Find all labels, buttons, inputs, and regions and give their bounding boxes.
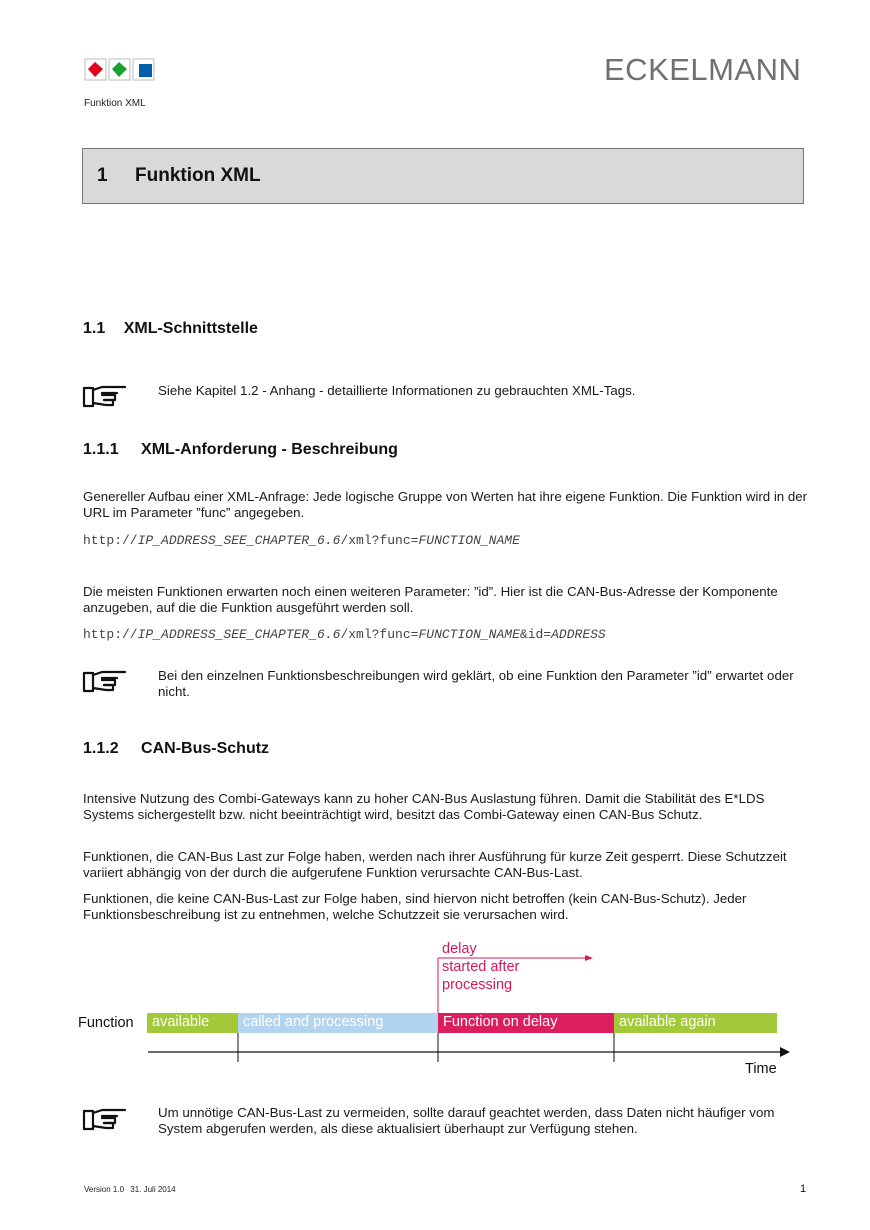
- phase-function-on-delay: Function on delay: [438, 1013, 614, 1033]
- chapter-number: 1: [97, 165, 108, 186]
- section-title: XML-Schnittstelle: [123, 320, 258, 337]
- url-scheme: http://: [83, 533, 138, 548]
- url-host-placeholder: IP_ADDRESS_SEE_CHAPTER_6.6: [137, 533, 341, 548]
- note-id-parameter: Bei den einzelnen Funktionsbeschreibungen wird geklärt, ob eine Funktion den Parameter ”id” erwartet oder nicht.: [158, 668, 794, 699]
- section-number: 1.1.1: [83, 441, 119, 458]
- logo: [84, 58, 156, 82]
- phase-available: available: [147, 1013, 238, 1033]
- pointing-hand-icon: [82, 1106, 128, 1134]
- section-number: 1.1: [83, 320, 106, 337]
- section-heading-1-1-1: [83, 441, 398, 459]
- url-host-placeholder: IP_ADDRESS_SEE_CHAPTER_6.6: [137, 627, 341, 642]
- note-avoid-load: Um unnötige CAN-Bus-Last zu vermeiden, sollte darauf geachtet werden, dass Daten nicht häufiger vom System abgerufen werden, als diese aktualisiert überhaupt zur Verfügung stehen.: [158, 1105, 775, 1136]
- section-heading-1-1-2: [83, 740, 269, 758]
- paragraph-xml-request: Genereller Aufbau einer XML-Anfrage: Jede logische Gruppe von Werten hat ihre eigene Funktion. Die Funktion wird in der URL im Parameter ”func” angegeben.: [83, 489, 808, 520]
- header-section-title: Funktion XML: [84, 98, 146, 109]
- note-xml-tags: Siehe Kapitel 1.2 - Anhang - detaillierte Informationen zu gebrauchten XML-Tags.: [158, 383, 636, 398]
- version-text: Version 1.0: [84, 1185, 125, 1194]
- url-func-placeholder: FUNCTION_NAME: [418, 627, 520, 642]
- time-axis: [140, 955, 800, 1065]
- section-title: CAN-Bus-Schutz: [141, 740, 270, 757]
- section-number: 1.1.2: [83, 740, 119, 757]
- delay-line: started after: [442, 959, 520, 975]
- pointing-hand-icon: [82, 668, 128, 696]
- url-path: /xml?func=: [340, 627, 419, 642]
- delay-line: delay: [442, 941, 477, 957]
- footer-version: [84, 1185, 176, 1194]
- url-example-1: [83, 533, 520, 548]
- url-id-param: &id=: [519, 627, 552, 642]
- phase-available-again: available again: [614, 1013, 777, 1033]
- phase-called-processing: called and processing: [238, 1013, 438, 1033]
- delay-line: processing: [442, 977, 513, 993]
- date-text: 31. Juli 2014: [130, 1185, 176, 1194]
- paragraph-can-bus-usage: Intensive Nutzung des Combi-Gateways kann zu hoher CAN-Bus Auslastung führen. Damit die Stabilität des E*LDS Systems sichergestellt bzw. nicht beeinträchtigt wird, besitzt das Combi-Gateway einen CAN-Bus Schutz.: [83, 791, 765, 822]
- url-address-placeholder: ADDRESS: [551, 627, 606, 642]
- page-number: 1: [800, 1183, 807, 1195]
- pointing-hand-icon: [82, 383, 128, 411]
- chapter-title: Funktion XML: [135, 165, 261, 186]
- paragraph-id-parameter: Die meisten Funktionen erwarten noch einen weiteren Parameter: ”id”. Hier ist die CAN-Bus-Adresse der Komponente anzugeben, auf die die Funktion ausgeführt werden soll.: [83, 584, 778, 615]
- paragraph-protection-time: Funktionen, die CAN-Bus Last zur Folge haben, werden nach ihrer Ausführung für kurze Zeit gesperrt. Diese Schutzzeit variiert abhängig von der durch die aufgerufene Funktion verursachte CAN-Bus-Last.: [83, 849, 787, 880]
- chapter-heading-box: [82, 148, 804, 204]
- time-axis-label: Time: [745, 1061, 777, 1077]
- section-heading-1-1: [83, 320, 258, 338]
- url-example-2: [83, 627, 606, 642]
- url-path: /xml?func=: [340, 533, 419, 548]
- brand-name: ECKELMANN: [604, 52, 802, 87]
- logo-mark: [84, 58, 156, 82]
- time-axis-arrow: [780, 1047, 790, 1057]
- paragraph-no-protection: Funktionen, die keine CAN-Bus-Last zur Folge haben, sind hiervon nicht betroffen (kein CAN-Bus-Schutz). Jeder Funktionsbeschreibung ist zu entnehmen, welche Schutzzeit sie verursachen wird.: [83, 891, 747, 922]
- url-scheme: http://: [83, 627, 138, 642]
- section-title: XML-Anforderung - Beschreibung: [141, 441, 398, 458]
- url-func-placeholder: FUNCTION_NAME: [418, 533, 520, 548]
- delay-arrow-head: [585, 955, 593, 961]
- diagram-row-label: Function: [78, 1015, 134, 1031]
